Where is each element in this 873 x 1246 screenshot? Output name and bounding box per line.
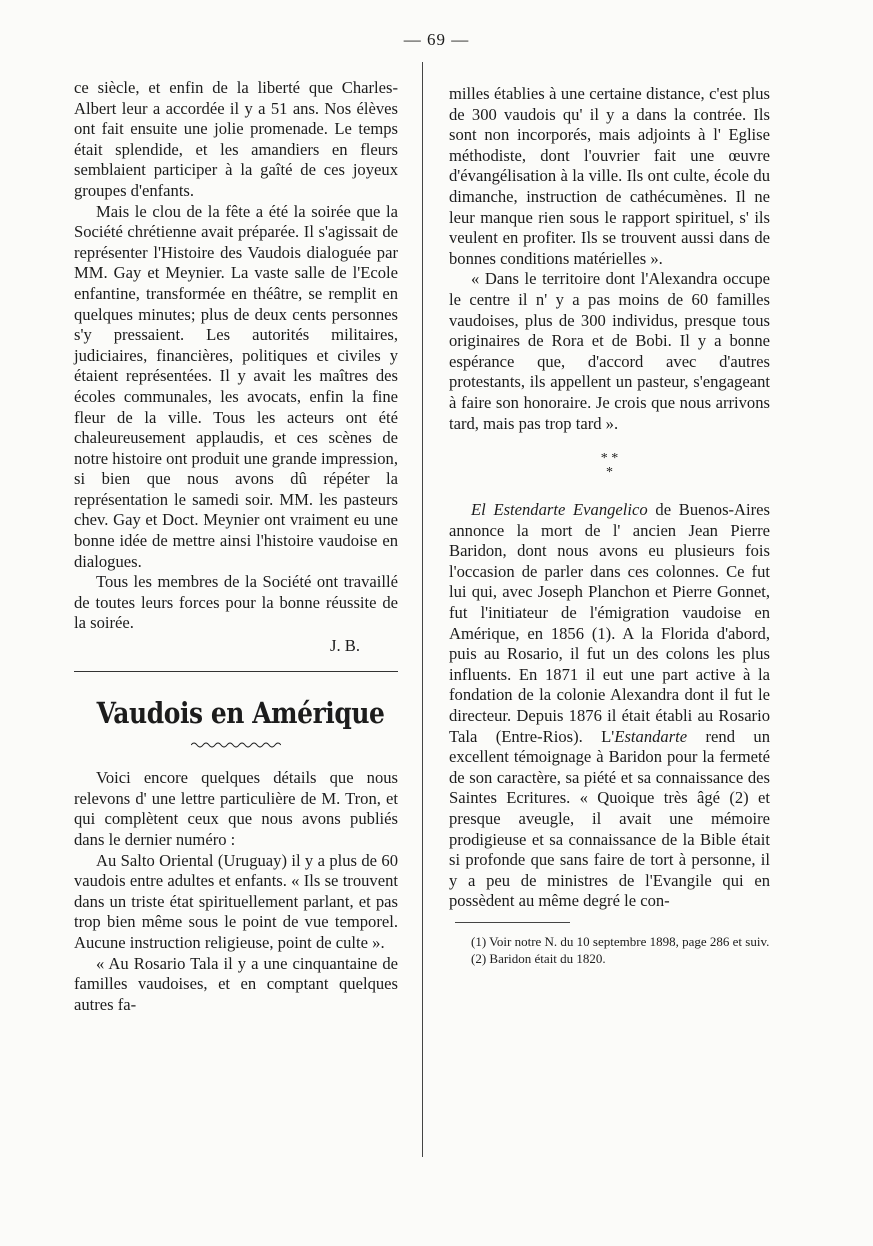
asterism-separator <box>449 452 770 480</box>
newspaper-short-name: Estandarte <box>614 726 688 746</box>
footnote-2: (2) Baridon était du 1820. <box>471 950 606 966</box>
paragraph-alexandra: « Dans le territoire dont l'Alexandra occupe le centre il n' y a pas moins de 60 familles vaudoises, plus de 300 individus, presque tous originaires de Rora et de Bobi. Il y a bonne espérance que, d'accord avec d'autres protestants, ils appellent un pasteur, s'engageant à faire son honoraire. Je crois que nous arrivons tard, mais pas trop tard ». <box>449 269 770 433</box>
baridon-text-part-1: de Buenos-Aires annonce la mort de l' ancien Jean Pierre Baridon, dont nous avons eu plusieurs fois l'occasion de parler dans ces colonnes. Ce fut lui qui, avec Joseph Planchon et Pierre Gonnet, fut l'initiateur de l'émigration vaudoise en Amérique, en 1856 (1). A la Florida d'abord, puis au Rosario, il fut un des colons les plus influents. En 1871 il eut une part active à la fondation de la colonie Alexandra dont il fut le directeur. Depuis 1876 il était établi au Rosario Tala (Entre-Rios). L' <box>449 500 771 746</box>
paragraph-soiree: Mais le clou de la fête a été la soirée que la Société chrétienne avait préparée. Il s'agissait de représenter l'Histoire des Vaudois dialoguée par MM. Gay et Meynier. La vaste salle de l'Ecole enfantine, transformée en théâtre, se remplit en quelques minutes; plus de deux cents personnes s'y pressaient. Les autorités militaires, judiciaires, financières, politiques et civiles y étaient représentées. Il y avait les maîtres des écoles communales, les avocats, enfin la fine fleur de la ville. Tous les acteurs ont été chaleureusement applaudis, et ces scènes de notre histoire ont produit une grande impression, si bien que nous avons dû répéter la représentation le samedi soir. MM. les pasteurs chev. Gay et Doct. Meynier ont vraiment eu une bonne idée de mettre ainsi l'histoire vaudoise en dialogues. <box>74 201 398 571</box>
footnote-1: (1) Voir notre N. du 10 septembre 1898, page 286 et suiv. <box>471 933 770 949</box>
paragraph-baridon <box>449 500 770 912</box>
baridon-text-part-2: rend un excellent témoignage à Baridon pour la fermeté de son caractère, sa piété et sa connaissance des Saintes Ecritures. « Quoique très âgé (2) et presque aveugle, il avait une mémoire prodigieuse et sa connaissance de la Bible était si profonde que sans faire de tort à personne, il y a peu de ministres de l'Evangile qui en possèdent au même degré le con- <box>449 726 770 911</box>
right-column <box>449 84 770 967</box>
asterism-bottom: * <box>606 465 613 481</box>
paragraph-rosario-start: « Au Rosario Tala il y a une cinquantaine de familles vaudoises, et en comptant quelques autres fa- <box>74 953 398 1014</box>
column-divider <box>422 62 423 1157</box>
paragraph-continuation: ce siècle, et enfin de la liberté que Charles-Albert leur a accordée il y a 51 ans. Nos élèves ont fait ensuite une jolie promenade. Le temps était splendide, et les amandiers en fleurs semblaient participer à la gaîté de ces joyeux groupes d'enfants. <box>74 78 398 200</box>
page-number: — 69 — <box>403 30 470 49</box>
section-separator <box>74 671 398 672</box>
paragraph-intro: Voici encore quelques détails que nous relevons d' une lettre particulière de M. Tron, et qui complètent ceux que nous avons publiés dans le dernier numéro : <box>74 768 398 849</box>
wavy-ornament-icon <box>74 734 398 755</box>
signature: J. B. <box>330 636 360 656</box>
asterism-top: * * <box>600 451 619 467</box>
footnote-rule <box>455 922 570 923</box>
left-column <box>74 78 398 1015</box>
paragraph-membres: Tous les membres de la Société ont travaillé de toutes leurs forces pour la bonne réussite de la soirée. <box>74 572 398 633</box>
paragraph-rosario-cont: milles établies à une certaine distance, c'est plus de 300 vaudois qu' il y a dans la contrée. Ils sont non incorporés, mais adjoints à l' Eglise méthodiste, dont l'ouvrier fait une œuvre d'évangélisation à la ville. Ils ont culte, école du dimanche, instruction de cathécumènes. Il ne leur manque rien sous le rapport spirituel, s' ils veulent en profiter. Ils se trouvent aussi dans de bonnes conditions matérielles ». <box>449 84 770 268</box>
paragraph-salto: Au Salto Oriental (Uruguay) il y a plus de 60 vaudois entre adultes et enfants. « Ils se trouvent dans un triste état spirituellement parlant, et pas trop bien même sous le point de vue temporel. Aucune instruction religieuse, point de culte ». <box>74 850 398 952</box>
newspaper-name: El Estendarte Evangelico <box>471 500 648 520</box>
article-title: Vaudois en Amérique <box>96 695 385 730</box>
